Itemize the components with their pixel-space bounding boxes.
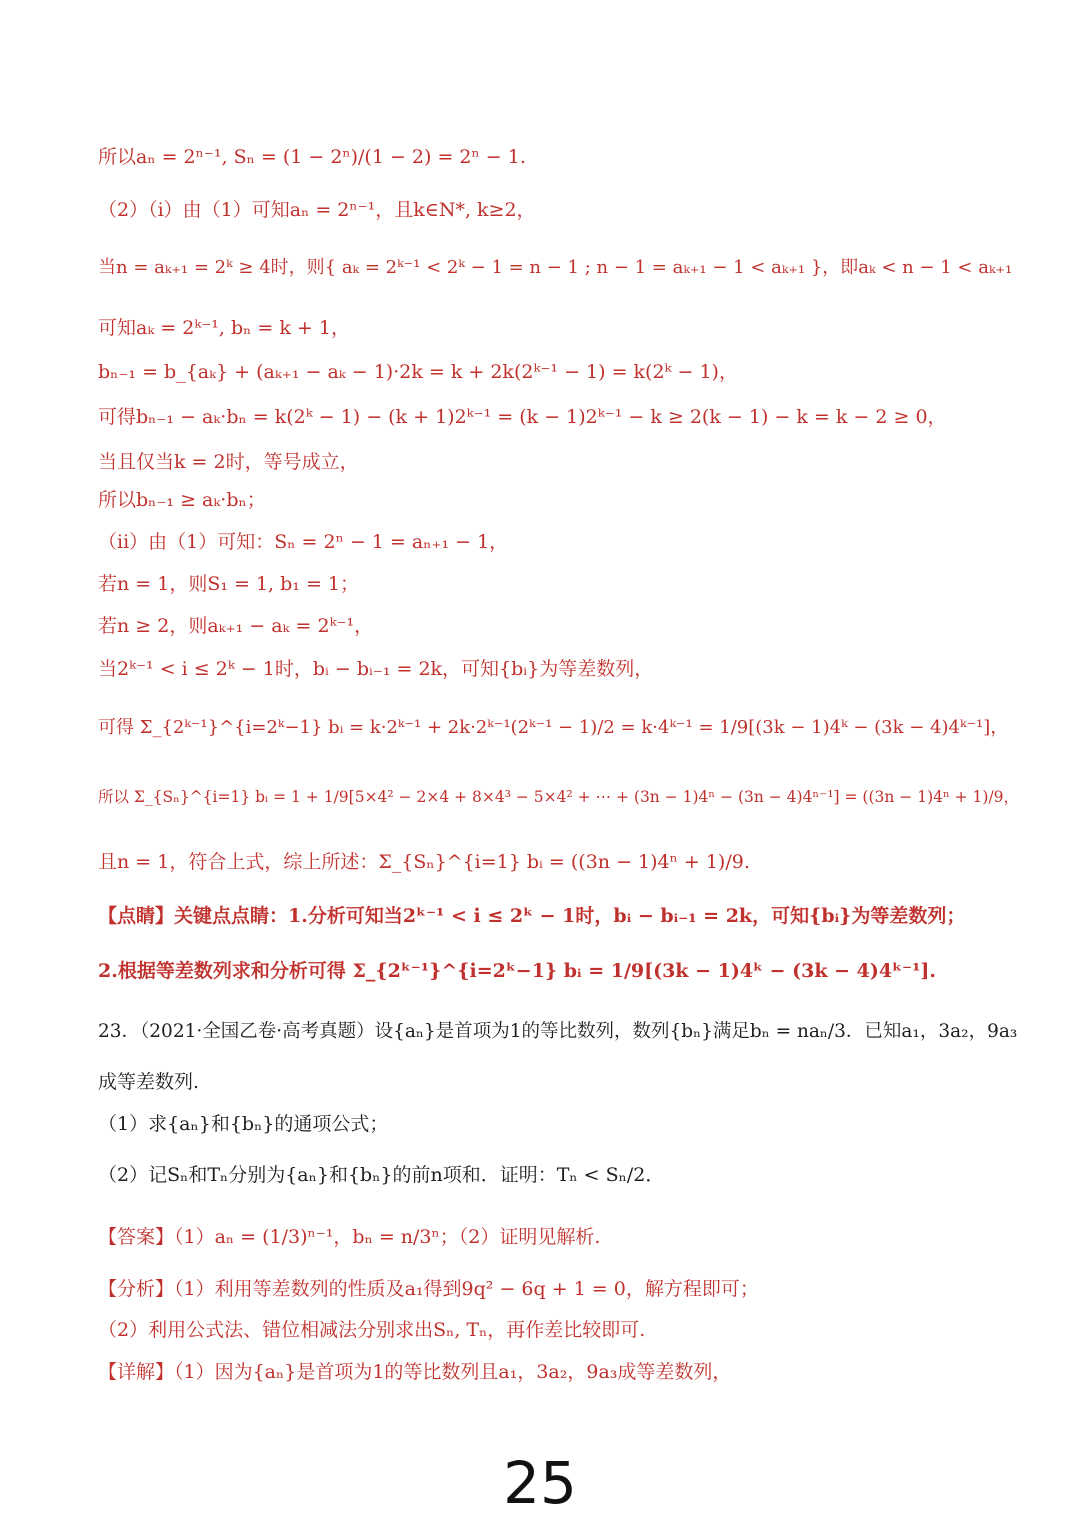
solution-line: bₙ₋₁ = b_{aₖ} + (aₖ₊₁ − aₖ − 1)·2k = k + 2k(2ᵏ⁻¹ − 1) = k(2ᵏ − 1)， [98,361,738,383]
answer-line: 【答案】（1）aₙ = (1/3)ⁿ⁻¹，bₙ = n/3ⁿ；（2）证明见解析. [98,1226,601,1248]
solution-line: 当n = aₖ₊₁ = 2ᵏ ≥ 4时，则{ aₖ = 2ᵏ⁻¹ < 2ᵏ − 1 = n − 1 ; n − 1 = aₖ₊₁ − 1 < aₖ₊₁ }，即aₖ < n − 1 < aₖ₊₁ [98,257,1013,278]
solution-line: （2）（i）由（1）可知aₙ = 2ⁿ⁻¹，且k∈N*, k≥2， [98,199,536,221]
analysis-line: 【分析】（1）利用等差数列的性质及a₁得到9q² − 6q + 1 = 0，解方程即可； [98,1278,759,1300]
problem-question-line: （1）求{aₙ}和{bₙ}的通项公式； [98,1113,389,1135]
detail-line: 【详解】（1）因为{aₙ}是首项为1的等比数列且a₁，3a₂，9a₃成等差数列， [98,1361,732,1383]
solution-line: 所以bₙ₋₁ ≥ aₖ·bₙ； [98,489,266,511]
solution-line: （ii）由（1）可知：Sₙ = 2ⁿ − 1 = aₙ₊₁ − 1， [98,531,509,553]
solution-line: 可知aₖ = 2ᵏ⁻¹, bₙ = k + 1， [98,317,350,339]
solution-line: 若n ≥ 2，则aₖ₊₁ − aₖ = 2ᵏ⁻¹， [98,615,374,637]
page-number: 25 [503,1449,577,1517]
analysis-line: （2）利用公式法、错位相减法分别求出Sₙ, Tₙ，再作差比较即可. [98,1319,646,1341]
key-point-line: 2.根据等差数列求和分析可得 Σ_{2ᵏ⁻¹}^{i=2ᵏ−1} bᵢ = 1/9[(3k − 1)4ᵏ − (3k − 4)4ᵏ⁻¹]. [98,960,937,982]
solution-line: 若n = 1，则S₁ = 1, b₁ = 1； [98,573,359,595]
solution-line: 当2ᵏ⁻¹ < i ≤ 2ᵏ − 1时，bᵢ − bᵢ₋₁ = 2k，可知{bᵢ}为等差数列， [98,658,654,680]
solution-line: 所以 Σ_{Sₙ}^{i=1} bᵢ = 1 + 1/9[5×4² − 2×4 + 8×4³ − 5×4² + ⋯ + (3n − 1)4ⁿ − (3n − 4)4ⁿ⁻¹] = ((3n − 1)4ⁿ + 1)/9， [98,788,1020,806]
solution-line: 可得 Σ_{2ᵏ⁻¹}^{i=2ᵏ−1} bᵢ = k·2ᵏ⁻¹ + 2k·2ᵏ⁻¹(2ᵏ⁻¹ − 1)/2 = k·4ᵏ⁻¹ = 1/9[(3k − 1)4ᵏ − (3k − 4)4ᵏ⁻¹]， [98,717,1009,738]
problem-statement-line: 23．（2021·全国乙卷·高考真题）设{aₙ}是首项为1的等比数列，数列{bₙ}满足bₙ = naₙ/3．已知a₁，3a₂，9a₃ [98,1021,1018,1042]
solution-line: 且n = 1，符合上式，综上所述：Σ_{Sₙ}^{i=1} bᵢ = ((3n − 1)4ⁿ + 1)/9. [98,851,750,873]
solution-line: 可得bₙ₋₁ − aₖ·bₙ = k(2ᵏ − 1) − (k + 1)2ᵏ⁻¹ = (k − 1)2ᵏ⁻¹ − k ≥ 2(k − 1) − k = k − 2 ≥ 0， [98,406,947,428]
solution-line: 当且仅当k = 2时，等号成立， [98,451,359,473]
solution-line: 所以aₙ = 2ⁿ⁻¹, Sₙ = (1 − 2ⁿ)/(1 − 2) = 2ⁿ − 1. [98,146,526,168]
problem-statement-line: 成等差数列. [98,1071,200,1093]
problem-question-line: （2）记Sₙ和Tₙ分别为{aₙ}和{bₙ}的前n项和．证明：Tₙ < Sₙ/2． [98,1164,665,1186]
key-point-line: 【点睛】关键点点睛：1.分析可知当2ᵏ⁻¹ < i ≤ 2ᵏ − 1时，bᵢ − bᵢ₋₁ = 2k，可知{bᵢ}为等差数列； [98,905,966,927]
